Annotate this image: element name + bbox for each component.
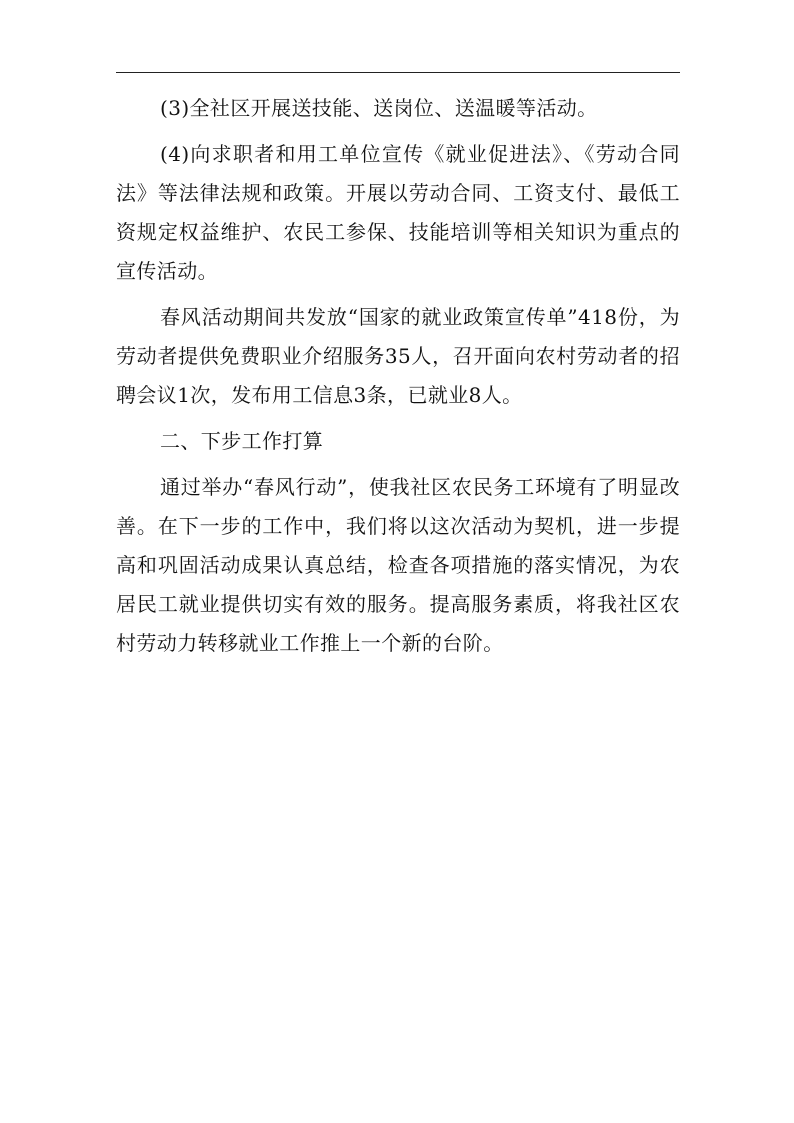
document-body <box>116 89 680 670</box>
paragraph-item-4: (4)向求职者和用工单位宣传《就业促进法》、《劳动合同法》等法律法规和政策。开展以劳动合同、工资支付、最低工资规定权益维护、农民工参保、技能培训等相关知识为重点的宣传活动。 <box>116 142 680 283</box>
paragraph-next-steps: 通过举办“春风行动”，使我社区农民务工环境有了明显改善。在下一步的工作中，我们将以这次活动为契机，进一步提高和巩固活动成果认真总结，检查各项措施的落实情况，为农居民工就业提供切实有效的服务。提高服务素质，将我社区农村劳动力转移就业工作推上一个新的台阶。 <box>116 475 680 655</box>
section-heading-next-steps: 二、下步工作打算 <box>160 429 324 453</box>
header-rule <box>116 72 680 73</box>
paragraph-activity-summary: 春风活动期间共发放“国家的就业政策宣传单”418份，为劳动者提供免费职业介绍服务35人，召开面向农村劳动者的招聘会议1次，发布用工信息3条，已就业8人。 <box>116 305 680 407</box>
paragraph-item-3: (3)全社区开展送技能、送岗位、送温暖等活动。 <box>160 96 598 120</box>
